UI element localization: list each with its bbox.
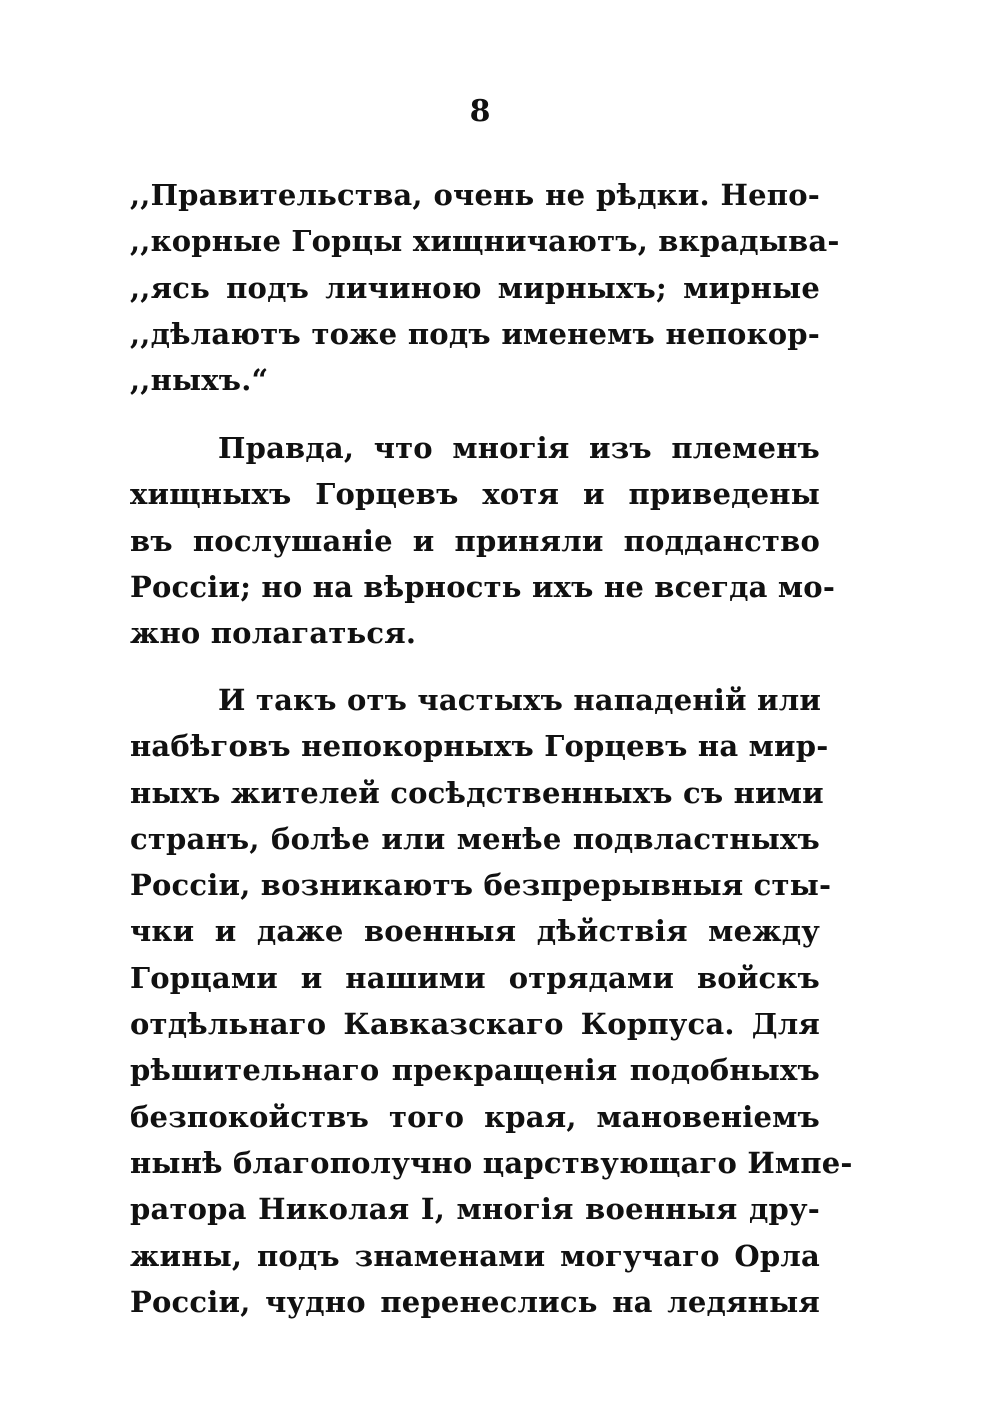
text-line: ратора Николая I, многія военныя дру- — [130, 1192, 820, 1227]
quote-paragraph — [130, 172, 840, 403]
text-line: Россіи, чудно перенеслись на ледяныя — [130, 1284, 820, 1319]
paragraph-3 — [130, 677, 853, 1325]
text-line: ,,ныхъ.“ — [130, 363, 269, 398]
page-number: 8 — [469, 94, 491, 129]
text-line: жно полагаться. — [130, 616, 417, 651]
text-line: И такъ отъ частыхъ нападеній или — [218, 683, 822, 717]
text-line: странъ, болѣе или менѣе подвластныхъ — [130, 821, 820, 856]
text-line: безпокойствъ того края, мановеніемъ — [130, 1099, 820, 1134]
text-line: нынѣ благополучно царствующаго Импе- — [130, 1145, 853, 1180]
text-line: ныхъ жителей сосѣдственныхъ съ ними — [130, 775, 824, 810]
text-line: Правда, что многія изъ племенъ — [218, 431, 820, 465]
text-line: отдѣльнаго Кавказскаго Корпуса. Для — [130, 1007, 820, 1042]
text-line: ,,дѣлаютъ тоже подъ именемъ непокор- — [130, 316, 820, 351]
text-line: въ послушаніе и приняли подданство — [130, 523, 820, 558]
text-line: Горцами и нашими отрядами войскъ — [130, 960, 820, 995]
text-line: Россіи; но на вѣрность ихъ не всегда мо- — [130, 569, 836, 604]
text-line: жины, подъ знаменами могучаго Орла — [130, 1238, 820, 1273]
text-line: чки и даже военныя дѣйствія между — [130, 914, 820, 949]
text-line: рѣшительнаго прекращенія подобныхъ — [130, 1053, 820, 1088]
text-line: набѣговъ непокорныхъ Горцевъ на мир- — [130, 729, 829, 764]
text-line: ,,Правительства, очень не рѣдки. Непо- — [130, 178, 820, 212]
text-line: ,,корные Горцы хищничаютъ, вкрадыва- — [130, 224, 840, 259]
text-line: хищныхъ Горцевъ хотя и приведены — [130, 477, 820, 512]
paragraph-2 — [130, 425, 836, 656]
text-line: Россіи, возникаютъ безпрерывныя сты- — [130, 868, 832, 903]
text-line: ,,ясь подъ личиною мирныхъ; мирные — [130, 270, 820, 305]
